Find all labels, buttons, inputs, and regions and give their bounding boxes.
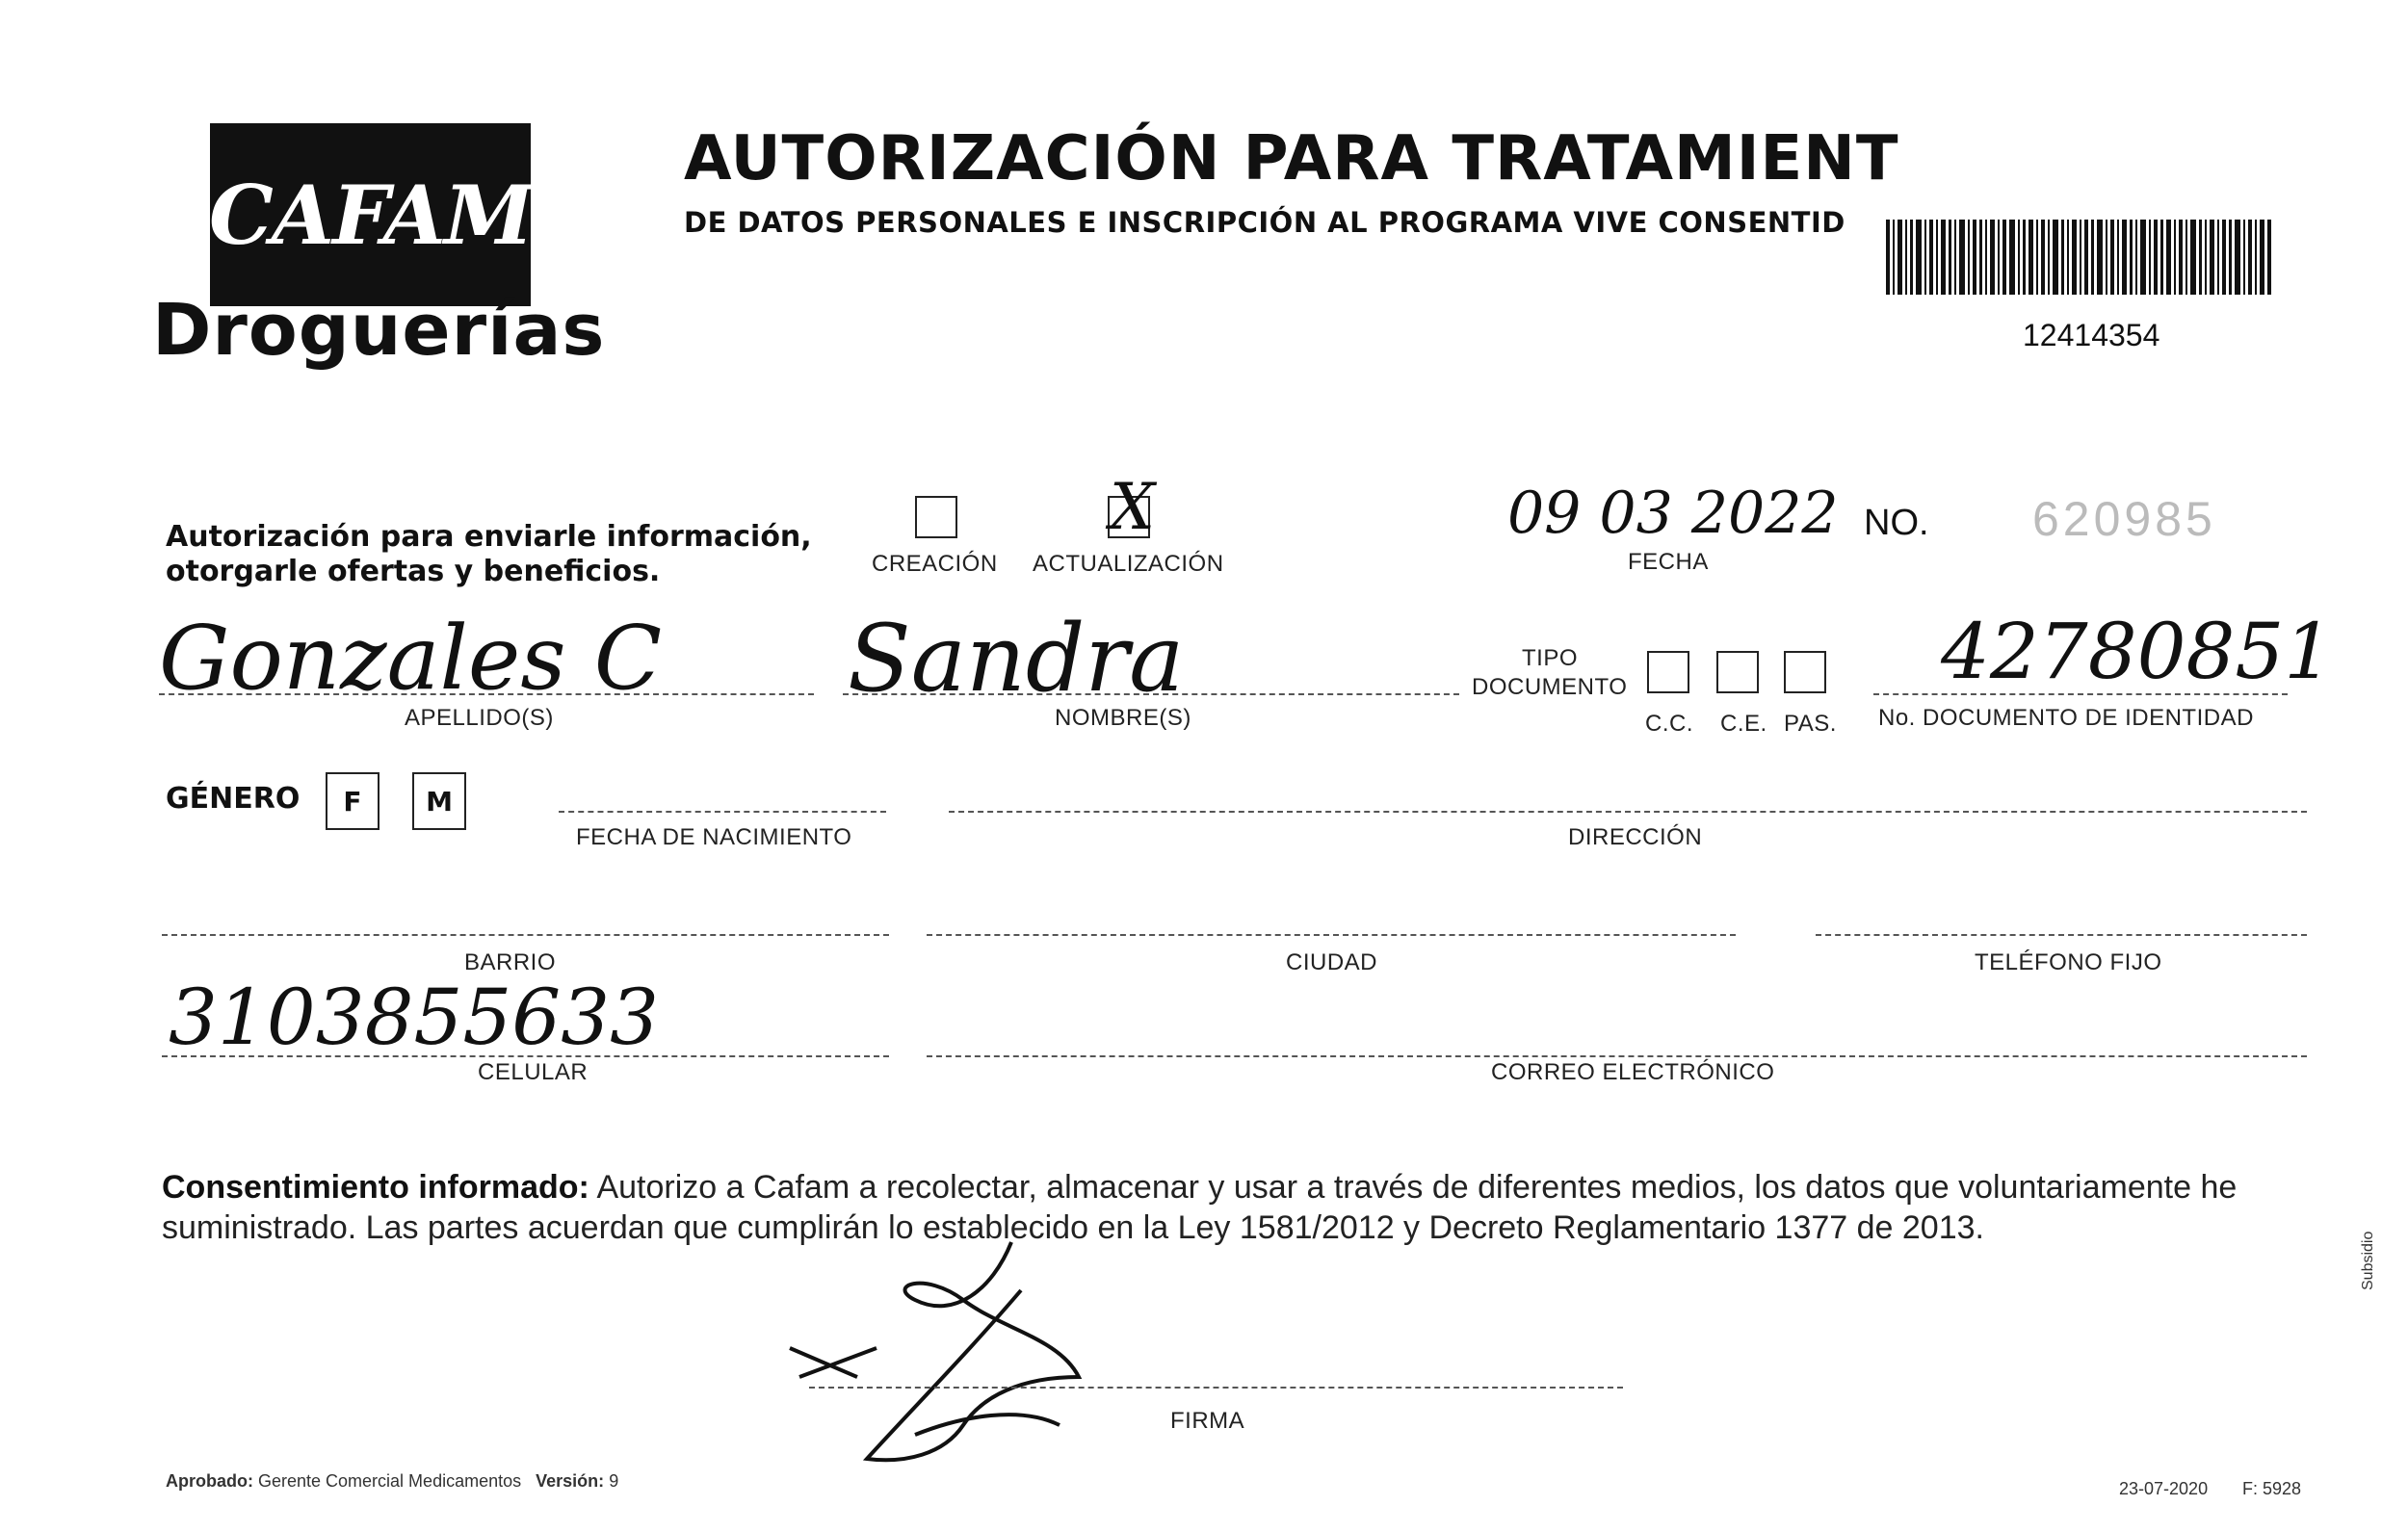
celular-label: CELULAR [478, 1059, 589, 1085]
consent-heading: Consentimiento informado: [162, 1169, 589, 1206]
nacimiento-label: FECHA DE NACIMIENTO [576, 824, 852, 850]
nombres-label: NOMBRE(S) [1055, 705, 1191, 731]
footer-approval [166, 1471, 618, 1492]
actualizacion-label: ACTUALIZACIÓN [1033, 551, 1224, 577]
barcode [1886, 220, 2271, 295]
celular-value[interactable]: 3103855633 [169, 973, 659, 1062]
cc-label: C.C. [1645, 711, 1693, 737]
telefono-label: TELÉFONO FIJO [1975, 949, 2162, 975]
ciudad-line [927, 934, 1736, 936]
intro-line-1: Autorización para enviarle información, [166, 520, 812, 554]
consent-text: Autorizo a Cafam a recolectar, almacenar y usar a través de diferentes medios, los datos que voluntariamente he suministrado. Las partes acuerdan que cumplirán lo establecido en la Ley 1581/2012 y Decreto Reglamentario 1377 de 2013. [162, 1169, 2238, 1246]
ce-label: C.E. [1720, 711, 1767, 737]
numero-label: NO. [1864, 503, 1929, 543]
documento-numero-value[interactable]: 42780851 [1941, 607, 2334, 696]
firma-label: FIRMA [1170, 1408, 1245, 1434]
telefono-line [1816, 934, 2307, 936]
documento-numero-line [1873, 693, 2288, 695]
creacion-checkbox[interactable] [915, 496, 957, 538]
ce-checkbox[interactable] [1716, 651, 1759, 693]
nombres-value[interactable]: Sandra [848, 605, 1185, 713]
version-label: Versión: [536, 1471, 605, 1491]
pas-checkbox[interactable] [1784, 651, 1826, 693]
cc-checkbox[interactable] [1647, 651, 1689, 693]
apellidos-value[interactable]: Gonzales C [159, 607, 663, 710]
nacimiento-line [559, 811, 886, 813]
ciudad-label: CIUDAD [1286, 949, 1378, 975]
genero-f-box[interactable]: F [326, 772, 380, 830]
correo-label: CORREO ELECTRÓNICO [1491, 1059, 1775, 1085]
aprobado-value: Gerente Comercial Medicamentos [258, 1471, 522, 1491]
form-subtitle: DE DATOS PERSONALES E INSCRIPCIÓN AL PROGRAMA VIVE CONSENTID [684, 206, 1845, 239]
creacion-label: CREACIÓN [872, 551, 998, 577]
numero-value: 620985 [2032, 492, 2216, 546]
documento-numero-label: No. DOCUMENTO DE IDENTIDAD [1878, 705, 2254, 731]
side-subsidio-text: Subsidio [2360, 1231, 2376, 1290]
celular-line [162, 1055, 889, 1057]
barrio-label: BARRIO [464, 949, 557, 975]
tipo-documento-label-2: DOCUMENTO [1472, 674, 1628, 700]
aprobado-label: Aprobado: [166, 1471, 253, 1491]
barrio-line [162, 934, 889, 936]
apellidos-line [159, 693, 814, 695]
fecha-label: FECHA [1628, 549, 1709, 575]
genero-label: GÉNERO [166, 782, 301, 816]
form-title: AUTORIZACIÓN PARA TRATAMIENT [684, 123, 1899, 195]
correo-line [927, 1055, 2307, 1057]
barcode-number: 12414354 [2023, 318, 2160, 352]
version-value: 9 [609, 1471, 619, 1491]
tipo-documento-label-1: TIPO [1522, 645, 1579, 671]
signature [771, 1233, 1310, 1483]
fecha-value[interactable]: 09 03 2022 [1507, 480, 1839, 547]
apellidos-label: APELLIDO(S) [405, 705, 554, 731]
brand-subtitle: Droguerías [152, 289, 606, 372]
nombres-line [843, 693, 1459, 695]
footer-code: F: 5928 [2242, 1479, 2302, 1498]
genero-m-box[interactable]: M [412, 772, 466, 830]
direccion-label: DIRECCIÓN [1568, 824, 1703, 850]
firma-line [809, 1387, 1623, 1389]
cafam-logo: CAFAM [210, 123, 531, 306]
actualizacion-check-mark: X [1110, 470, 1155, 544]
intro-line-2: otorgarle ofertas y beneficios. [166, 555, 661, 588]
pas-label: PAS. [1784, 711, 1837, 737]
footer-date: 23-07-2020 [2119, 1479, 2209, 1498]
direccion-line [949, 811, 2307, 813]
